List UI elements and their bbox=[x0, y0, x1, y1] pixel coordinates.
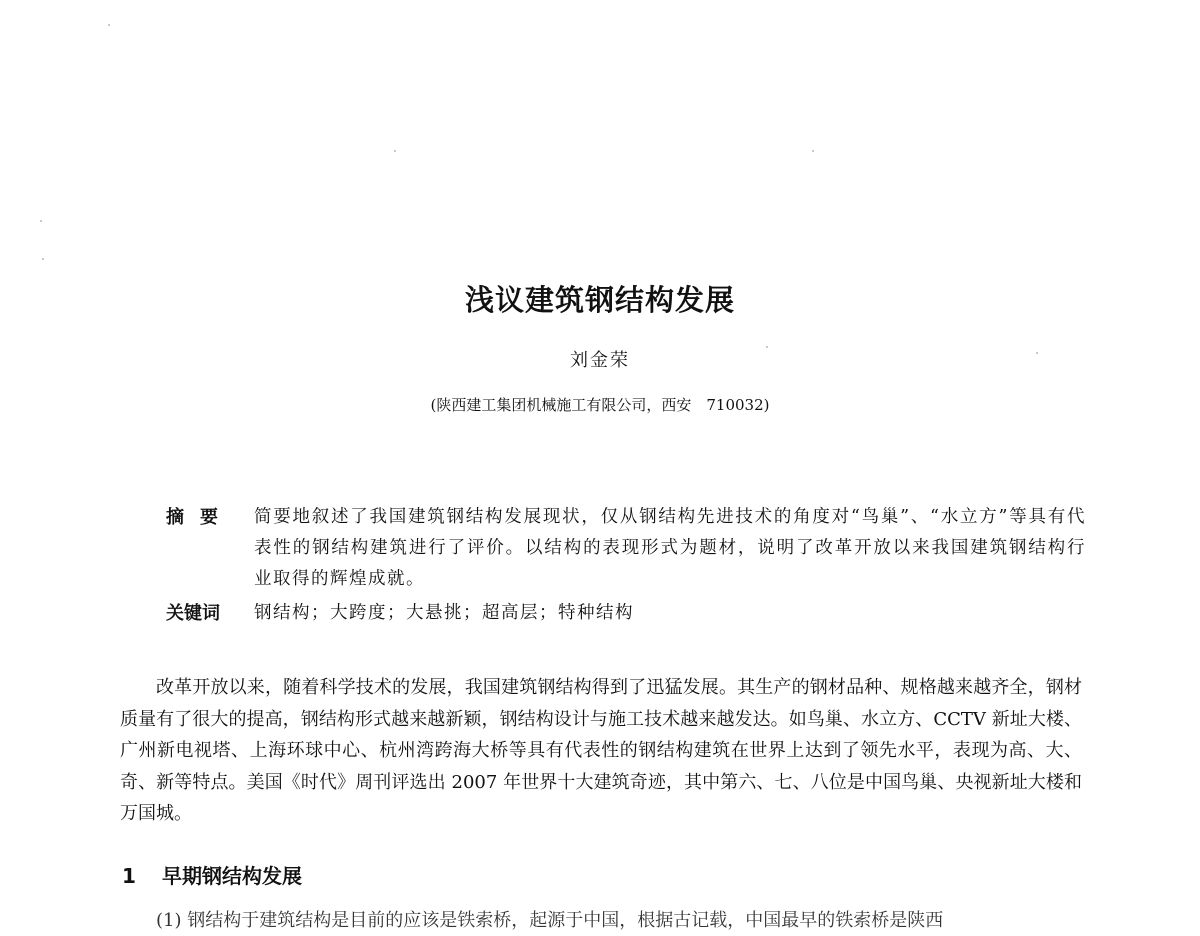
abstract-text: 简要地叙述了我国建筑钢结构发展现状，仅从钢结构先进技术的角度对“鸟巢”、“水立方”等具有代表性的钢结构建筑进行了评价。以结构的表现形式为题材，说明了改革开放以来我国建筑钢结构行业取得的辉煌成就。 bbox=[254, 507, 1086, 589]
keywords-text: 钢结构；大跨度；大悬挑；超高层；特种结构 bbox=[254, 603, 634, 623]
author-affiliation: (陕西建工集团机械施工有限公司，西安 710032) bbox=[430, 396, 770, 414]
scan-speck bbox=[108, 24, 110, 26]
abstract-block bbox=[166, 502, 1086, 629]
intro-paragraph: 改革开放以来，随着科学技术的发展，我国建筑钢结构得到了迅猛发展。其生产的钢材品种、规格越来越齐全，钢材质量有了很大的提高，钢结构形式越来越新颖，钢结构设计与施工技术越来越发达。如鸟巢、水立方、CCTV 新址大楼、广州新电视塔、上海环球中心、杭州湾跨海大桥等具有代表性的钢结构建筑在世界上达到了领先水平，表现为高、大、奇、新等特点。美国《时代》周刊评选出 2007 年世界十大建筑奇迹，其中第六、七、八位是中国鸟巢、央视新址大楼和万国城。 bbox=[120, 677, 1082, 824]
scan-speck bbox=[812, 150, 814, 152]
keywords-row bbox=[166, 598, 1086, 629]
paper-author: 刘金荣 bbox=[570, 350, 630, 371]
abstract-label: 摘要 bbox=[166, 507, 234, 528]
section-number: 1 bbox=[122, 864, 136, 888]
scan-speck bbox=[42, 258, 44, 260]
scan-speck bbox=[40, 220, 42, 222]
cut-off-text-line: (1) 钢结构于建筑结构是目前的应该是铁索桥，起源于中国，根据古记载，中国最早的铁索桥是陕西 bbox=[156, 910, 944, 931]
section-heading bbox=[122, 860, 302, 889]
paper-title: 浅议建筑钢结构发展 bbox=[464, 283, 735, 317]
section-title: 早期钢结构发展 bbox=[162, 864, 302, 888]
keywords-label: 关键词 bbox=[166, 603, 220, 624]
abstract-row bbox=[166, 502, 1086, 595]
scan-speck bbox=[394, 150, 396, 152]
